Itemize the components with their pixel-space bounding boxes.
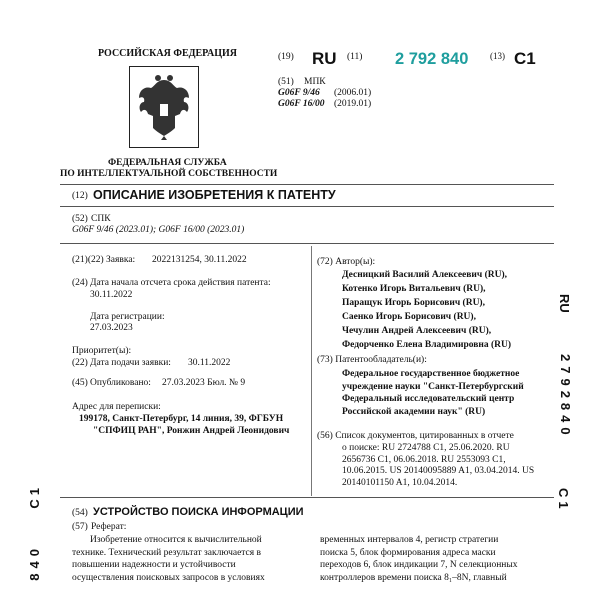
patent-number: 2 792 840 [395, 50, 469, 68]
authors-list [342, 268, 511, 352]
cited-list [342, 443, 534, 489]
filing-value: 30.11.2022 [188, 358, 231, 368]
address-line1: 199178, Санкт-Петербург, 14 линия, 39, ФГБУН [79, 414, 284, 424]
abstract-code: (57) [72, 522, 88, 532]
abstract-column-2 [320, 534, 544, 584]
abstract-col2-line-3: переходов 6, блок индикации 7, N селекционных [320, 560, 518, 570]
document-title: ОПИСАНИЕ ИЗОБРЕТЕНИЯ К ПАТЕНТУ [93, 188, 336, 202]
code-11: (11) [347, 52, 363, 62]
country-code: RU [312, 49, 337, 68]
cited-line-1: о поиске: RU 2724788 C1, 25.06.2020. RU [342, 443, 510, 453]
abstract-col1-line-4: осуществления поисковых запросов в условиях [72, 572, 265, 583]
published-code: (45) [72, 378, 88, 388]
mpk-version-2: (2019.01) [334, 99, 372, 109]
side-left-kind: C1 [27, 484, 42, 509]
published-value: 27.03.2023 Бюл. № 9 [162, 378, 246, 388]
spk-value: G06F 9/46 (2023.01); G06F 16/00 (2023.01) [72, 225, 245, 235]
abstract-col2-line-4: контроллеров времени поиска 8₁–8N, главный [320, 572, 507, 583]
side-number-left [28, 544, 42, 581]
start-date-label: Дата начала отсчета срока действия патента: [90, 278, 271, 288]
author-6: Федорченко Елена Владимировна (RU) [342, 340, 512, 350]
abstract-col1-line-1: Изобретение относится к вычислительной [90, 535, 262, 545]
filing-label: Дата подачи заявки: [90, 358, 171, 368]
application-value: 2022131254, 30.11.2022 [152, 255, 247, 265]
cited-line-2: 2656736 C1, 06.06.2018. RU 2553093 C1, [342, 454, 506, 465]
side-code-right [556, 286, 572, 318]
cited-label: (56) Список документов, цитированных в отчете [317, 431, 514, 441]
divider-1 [60, 184, 554, 185]
holder-label: (73) Патентообладатель(и): [317, 355, 427, 365]
country-name: РОССИЙСКАЯ ФЕДЕРАЦИЯ [98, 48, 238, 59]
abstract-label: Реферат: [91, 522, 127, 532]
mpk-class-2: G06F 16/00 [278, 99, 325, 109]
spk-code: (52) [72, 214, 88, 224]
priority-label: Приоритет(ы): [72, 346, 132, 356]
published-label: Опубликовано: [90, 378, 151, 388]
registration-value: 27.03.2023 [90, 323, 133, 333]
agency-line2: ПО ИНТЕЛЛЕКТУАЛЬНОЙ СОБСТВЕННОСТИ [60, 169, 278, 179]
mpk-class-1: G06F 9/46 [278, 88, 320, 98]
holder-line-2: учреждение науки "Санкт-Петербургский [342, 381, 524, 392]
code-13: (13) [490, 51, 505, 61]
agency-line1: ФЕДЕРАЛЬНАЯ СЛУЖБА [108, 158, 227, 168]
side-right-kind: C1 [556, 488, 571, 513]
author-4: Саенко Игорь Борисович (RU), [342, 312, 476, 322]
abstract-col1-line-3: повышении надежности и устойчивости [72, 560, 236, 570]
abstract-col1-line-2: технике. Технический результат заключается в [72, 547, 261, 558]
registration-label: Дата регистрации: [90, 312, 165, 322]
state-emblem-icon [129, 66, 199, 148]
authors-label: (72) Автор(ы): [317, 257, 376, 267]
author-5: Чечулин Андрей Алексеевич (RU), [342, 326, 492, 336]
side-right-country: RU [557, 294, 572, 313]
filing-code: (22) [72, 358, 88, 368]
side-number-right [558, 354, 572, 440]
code-19: (19) [278, 52, 294, 62]
application-codes: (21)(22) Заявка: [72, 255, 136, 265]
holder-line-4: Российской академии наук" (RU) [342, 406, 486, 417]
invention-title: УСТРОЙСТВО ПОИСКА ИНФОРМАЦИИ [93, 506, 304, 518]
side-right-number: 2792840 [558, 354, 573, 440]
title-code: (12) [72, 191, 88, 201]
cited-line-3: 10.06.2015. US 20140095889 A1, 03.04.2014. US [342, 466, 535, 476]
code-51: (51) [278, 77, 294, 87]
address-label: Адрес для переписки: [72, 402, 161, 412]
divider-4 [60, 497, 554, 498]
side-left-number: 840 [27, 544, 42, 581]
cited-line-4: 20140101150 A1, 10.04.2014. [342, 477, 458, 488]
side-kind-right [556, 488, 572, 513]
abstract-col2-line-1: временных интервалов 4, регистр стратегии [320, 535, 499, 545]
holder-list [342, 368, 524, 418]
address-line2: "СПФИЦ РАН", Ронжин Андрей Леонидович [93, 426, 290, 436]
abstract-column-1 [72, 534, 294, 584]
kind-code: C1 [514, 49, 536, 68]
invention-code: (54) [72, 508, 88, 518]
divider-2 [60, 206, 554, 207]
abstract-col2-line-2: поиска 5, блок формирования адреса маски [320, 547, 496, 558]
start-date-code: (24) [72, 278, 88, 288]
mpk-version-1: (2006.01) [334, 88, 372, 98]
divider-3 [60, 243, 554, 244]
column-divider [311, 246, 312, 496]
author-1: Десницкий Василий Алексеевич (RU), [342, 270, 508, 280]
author-3: Паращук Игорь Борисович (RU), [342, 298, 485, 308]
holder-line-1: Федеральное государственное бюджетное [342, 369, 520, 379]
start-date-value: 30.11.2022 [90, 290, 133, 300]
mpk-label: МПК [304, 77, 326, 87]
holder-line-3: Федеральный исследовательский центр [342, 394, 515, 404]
side-kind-left [28, 484, 42, 509]
author-2: Котенко Игорь Витальевич (RU), [342, 284, 486, 294]
spk-label: СПК [91, 214, 111, 224]
